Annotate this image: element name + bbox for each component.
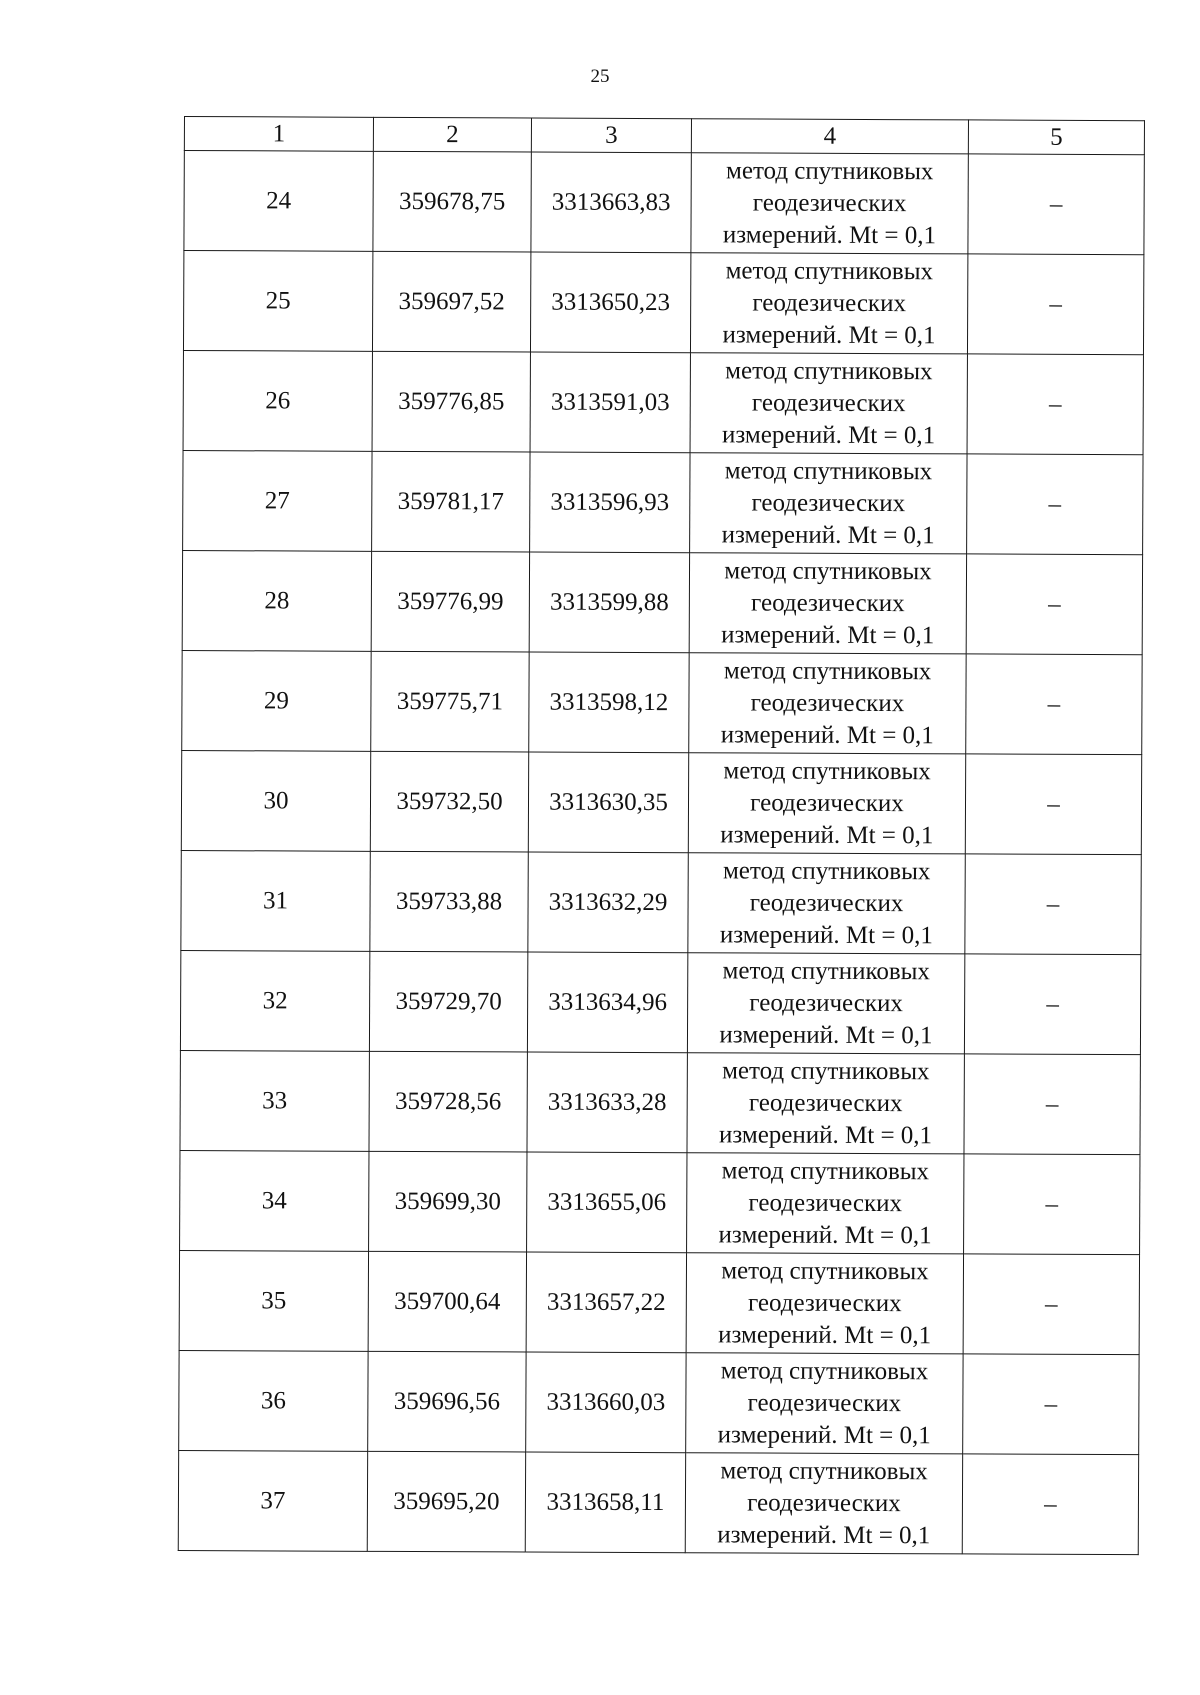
point-number-cell: 26 — [183, 350, 372, 451]
method-line: геодезических — [747, 1288, 902, 1317]
header-cell: 1 — [184, 117, 373, 152]
method-line: измерений. Mt = 0,1 — [722, 220, 937, 249]
method-line: геодезических — [749, 888, 904, 917]
description-cell: – — [962, 1454, 1138, 1555]
method-line: метод спутниковых — [725, 256, 934, 285]
method-cell — [686, 1353, 963, 1454]
x-coordinate-cell: 359733,88 — [370, 851, 528, 952]
method-cell — [690, 453, 967, 554]
method-line: геодезических — [749, 988, 903, 1017]
method-line: измерений. Mt = 0,1 — [722, 320, 936, 349]
x-coordinate-cell: 359728,56 — [369, 1051, 527, 1152]
method-line: геодезических — [751, 488, 906, 517]
y-coordinate-cell: 3313630,35 — [528, 752, 688, 853]
point-number-cell: 32 — [180, 950, 369, 1051]
table-row — [178, 1450, 1138, 1554]
x-coordinate-cell: 359700,64 — [368, 1251, 526, 1352]
point-number-cell: 35 — [179, 1250, 368, 1351]
description-cell: – — [967, 254, 1143, 355]
description-cell: – — [963, 1254, 1139, 1355]
table-row — [180, 1150, 1140, 1254]
description-cell: – — [965, 854, 1141, 955]
method-line: измерений. Mt = 0,1 — [718, 1320, 932, 1349]
y-coordinate-cell: 3313591,03 — [530, 352, 690, 453]
x-coordinate-cell: 359696,56 — [368, 1351, 526, 1452]
description-cell: – — [966, 554, 1142, 655]
y-coordinate-cell: 3313599,88 — [529, 552, 689, 653]
description-cell: – — [964, 1054, 1140, 1155]
y-coordinate-cell: 3313658,11 — [525, 1452, 685, 1553]
description-cell: – — [968, 154, 1144, 255]
table-header-row — [184, 117, 1144, 155]
x-coordinate-cell: 359678,75 — [373, 151, 531, 252]
method-line: метод спутниковых — [722, 1056, 930, 1085]
method-line: геодезических — [752, 188, 907, 217]
method-line: измерений. Mt = 0,1 — [718, 1120, 933, 1149]
coordinates-table — [178, 116, 1145, 1555]
x-coordinate-cell: 359699,30 — [369, 1151, 527, 1252]
y-coordinate-cell: 3313596,93 — [530, 452, 690, 553]
method-line: метод спутниковых — [723, 756, 931, 785]
method-line: измерений. Mt = 0,1 — [717, 1520, 931, 1549]
header-cell: 5 — [968, 120, 1144, 155]
description-cell: – — [967, 354, 1143, 455]
description-cell: – — [965, 754, 1141, 855]
method-line: метод спутниковых — [723, 656, 932, 685]
method-line: измерений. Mt = 0,1 — [717, 1420, 931, 1449]
y-coordinate-cell: 3313650,23 — [530, 252, 690, 353]
point-number-cell: 33 — [180, 1050, 369, 1151]
method-line: метод спутниковых — [725, 356, 933, 385]
method-line: геодезических — [748, 1088, 903, 1117]
method-line: измерений. Mt = 0,1 — [719, 920, 934, 949]
method-line: метод спутниковых — [726, 156, 934, 185]
page-number: 25 — [590, 66, 610, 87]
method-line: метод спутниковых — [720, 1456, 928, 1485]
method-cell — [690, 253, 967, 354]
header-cell: 3 — [531, 118, 691, 153]
point-number-cell: 29 — [182, 650, 371, 751]
y-coordinate-cell: 3313663,83 — [531, 152, 691, 253]
point-number-cell: 31 — [181, 850, 370, 951]
method-line: метод спутниковых — [720, 1356, 929, 1385]
point-number-cell: 24 — [184, 151, 373, 252]
point-number-cell: 27 — [183, 450, 372, 551]
method-line: геодезических — [747, 1488, 901, 1517]
method-cell — [687, 953, 964, 1054]
x-coordinate-cell: 359781,17 — [372, 451, 530, 552]
description-cell: – — [963, 1354, 1139, 1455]
method-line: измерений. Mt = 0,1 — [721, 520, 935, 549]
y-coordinate-cell: 3313598,12 — [529, 652, 689, 753]
method-line: метод спутниковых — [722, 956, 931, 985]
method-cell — [686, 1253, 963, 1354]
y-coordinate-cell: 3313657,22 — [526, 1252, 686, 1353]
method-line: измерений. Mt = 0,1 — [722, 420, 936, 449]
method-line: метод спутниковых — [722, 856, 931, 885]
table-row — [180, 950, 1140, 1054]
header-cell: 2 — [373, 117, 531, 152]
method-line: геодезических — [751, 588, 905, 617]
y-coordinate-cell: 3313655,06 — [527, 1152, 687, 1253]
point-number-cell: 34 — [180, 1150, 369, 1251]
table-row — [183, 450, 1143, 554]
table-row — [184, 151, 1144, 255]
method-line: геодезических — [750, 788, 904, 817]
x-coordinate-cell: 359695,20 — [367, 1451, 525, 1552]
point-number-cell: 30 — [181, 750, 370, 851]
point-number-cell: 37 — [178, 1450, 367, 1551]
table-row — [179, 1350, 1139, 1454]
method-line: измерений. Mt = 0,1 — [720, 720, 934, 749]
table-body — [178, 151, 1144, 1555]
method-line: метод спутниковых — [721, 1256, 929, 1285]
x-coordinate-cell: 359775,71 — [371, 651, 529, 752]
method-line: геодезических — [750, 688, 905, 717]
method-cell — [687, 1153, 964, 1254]
x-coordinate-cell: 359776,85 — [372, 351, 530, 452]
point-number-cell: 28 — [182, 550, 371, 651]
method-line: геодезических — [752, 288, 907, 317]
table-row — [179, 1250, 1139, 1354]
point-number-cell: 36 — [179, 1350, 368, 1451]
method-line: измерений. Mt = 0,1 — [719, 1020, 933, 1049]
x-coordinate-cell: 359776,99 — [371, 551, 529, 652]
description-cell: – — [967, 454, 1143, 555]
method-cell — [685, 1453, 962, 1554]
method-line: геодезических — [751, 388, 906, 417]
method-line: метод спутниковых — [724, 556, 932, 585]
method-line: метод спутниковых — [721, 1156, 930, 1185]
table-row — [181, 750, 1141, 854]
y-coordinate-cell: 3313634,96 — [527, 952, 687, 1053]
table-row — [183, 350, 1143, 454]
method-cell — [689, 553, 966, 654]
method-line: измерений. Mt = 0,1 — [721, 620, 935, 649]
table-row — [182, 650, 1142, 754]
method-line: метод спутниковых — [724, 456, 933, 485]
method-line: геодезических — [748, 1188, 903, 1217]
x-coordinate-cell: 359732,50 — [370, 751, 528, 852]
method-cell — [687, 1053, 964, 1154]
method-cell — [690, 353, 967, 454]
x-coordinate-cell: 359697,52 — [372, 251, 530, 352]
y-coordinate-cell: 3313632,29 — [528, 852, 688, 953]
method-line: геодезических — [747, 1388, 902, 1417]
method-cell — [688, 853, 965, 954]
method-line: измерений. Mt = 0,1 — [720, 820, 934, 849]
method-cell — [689, 653, 966, 754]
header-cell: 4 — [691, 119, 968, 154]
description-cell: – — [964, 954, 1140, 1055]
table-row — [183, 251, 1143, 355]
description-cell: – — [964, 1154, 1140, 1255]
method-line: измерений. Mt = 0,1 — [718, 1220, 932, 1249]
method-cell — [688, 753, 965, 854]
x-coordinate-cell: 359729,70 — [369, 951, 527, 1052]
table-row — [180, 1050, 1140, 1154]
y-coordinate-cell: 3313660,03 — [526, 1352, 686, 1453]
point-number-cell: 25 — [183, 251, 372, 352]
method-cell — [691, 153, 968, 254]
table-row — [182, 550, 1142, 654]
table-row — [181, 850, 1141, 954]
description-cell: – — [966, 654, 1142, 755]
y-coordinate-cell: 3313633,28 — [527, 1052, 687, 1153]
